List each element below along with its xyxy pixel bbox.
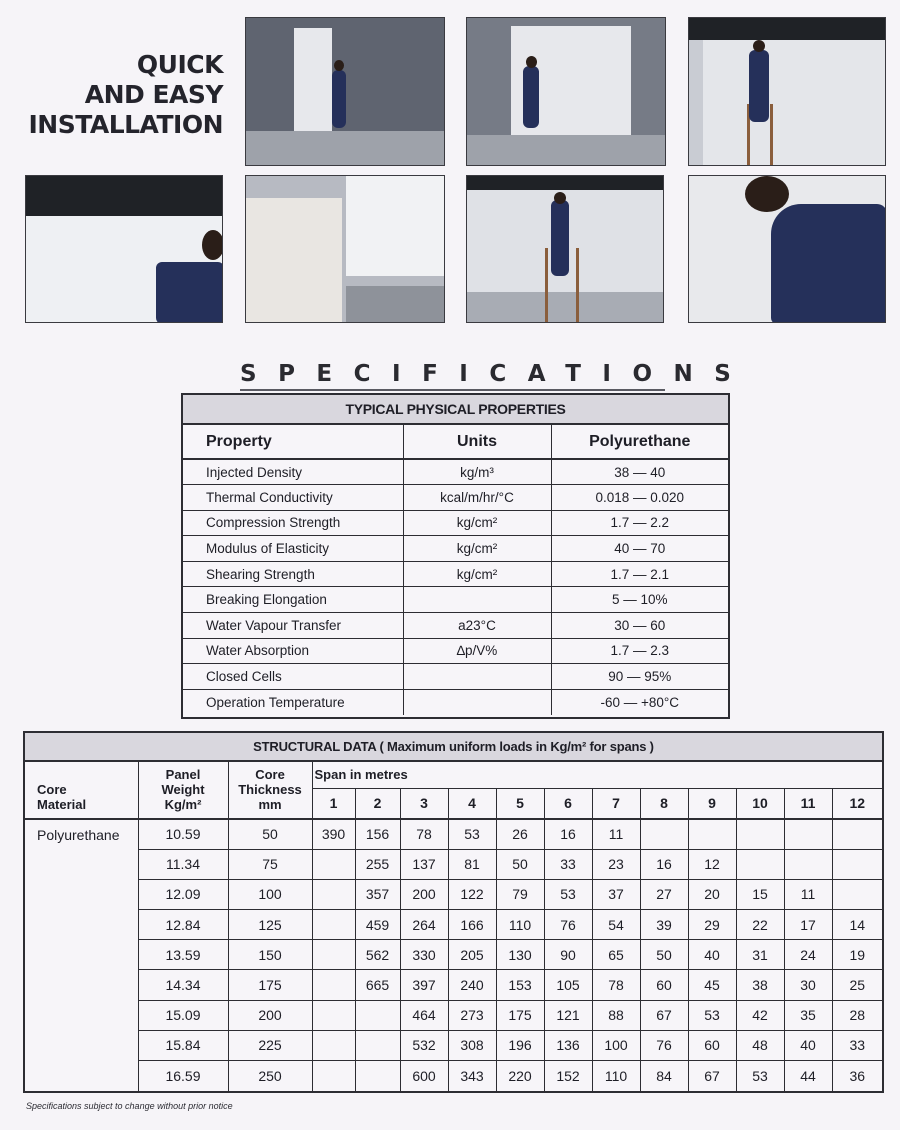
- panel-weight-cell: 14.34: [138, 970, 228, 1000]
- load-cell: 54: [592, 910, 640, 940]
- property-row: [183, 587, 728, 613]
- load-cell: [832, 849, 882, 879]
- load-cell: [312, 1061, 355, 1091]
- physical-header-row: [183, 425, 728, 459]
- load-cell: 200: [400, 879, 448, 909]
- load-cell: 397: [400, 970, 448, 1000]
- load-cell: [312, 970, 355, 1000]
- load-cell: 53: [688, 1000, 736, 1030]
- header-core-thickness: [228, 762, 312, 819]
- property-row: [183, 689, 728, 715]
- load-cell: [355, 1030, 400, 1060]
- header-panel-weight-line-2: Weight: [161, 782, 205, 797]
- header-panel-weight-line-3: Kg/m²: [164, 797, 202, 812]
- property-row: [183, 664, 728, 690]
- span-header-6: 6: [544, 788, 592, 819]
- header-span-in-metres: Span in metres: [314, 767, 408, 783]
- load-cell: 40: [784, 1030, 832, 1060]
- load-cell: 60: [640, 970, 688, 1000]
- load-cell: 16: [640, 849, 688, 879]
- photo-installation-7: [688, 175, 886, 323]
- span-header-12: 12: [832, 788, 882, 819]
- structural-data-grid: [25, 762, 882, 1091]
- load-cell: 29: [688, 910, 736, 940]
- title-line-1: QUICK: [136, 50, 223, 79]
- physical-properties-grid: [183, 425, 728, 715]
- value-cell: 0.018 — 0.020: [551, 485, 728, 511]
- photo-installation-2: [466, 17, 666, 166]
- load-cell: 50: [640, 940, 688, 970]
- panel-weight-cell: 11.34: [138, 849, 228, 879]
- load-cell: 264: [400, 910, 448, 940]
- load-cell: [784, 849, 832, 879]
- load-cell: 44: [784, 1061, 832, 1091]
- load-cell: 105: [544, 970, 592, 1000]
- load-cell: 121: [544, 1000, 592, 1030]
- photo-installation-6: [466, 175, 664, 323]
- load-cell: 53: [448, 819, 496, 849]
- load-cell: [312, 940, 355, 970]
- panel-weight-cell: 15.84: [138, 1030, 228, 1060]
- load-cell: 357: [355, 879, 400, 909]
- property-row: [183, 638, 728, 664]
- structural-row: [25, 849, 882, 879]
- load-cell: 35: [784, 1000, 832, 1030]
- load-cell: 81: [448, 849, 496, 879]
- core-thickness-cell: 175: [228, 970, 312, 1000]
- header-property: Property: [183, 425, 403, 459]
- structural-row: [25, 1061, 882, 1091]
- span-header-8: 8: [640, 788, 688, 819]
- load-cell: 67: [640, 1000, 688, 1030]
- load-cell: [312, 849, 355, 879]
- units-cell: [403, 664, 551, 690]
- core-thickness-cell: 250: [228, 1061, 312, 1091]
- load-cell: 137: [400, 849, 448, 879]
- physical-properties-caption: TYPICAL PHYSICAL PROPERTIES: [183, 395, 728, 425]
- footnote: Specifications subject to change without prior notice: [26, 1101, 233, 1111]
- load-cell: [312, 879, 355, 909]
- structural-row: [25, 910, 882, 940]
- load-cell: 156: [355, 819, 400, 849]
- load-cell: 60: [688, 1030, 736, 1060]
- photo-installation-3: [688, 17, 886, 166]
- load-cell: 23: [592, 849, 640, 879]
- load-cell: 153: [496, 970, 544, 1000]
- load-cell: 665: [355, 970, 400, 1000]
- load-cell: [355, 1000, 400, 1030]
- load-cell: 48: [736, 1030, 784, 1060]
- load-cell: 78: [592, 970, 640, 1000]
- load-cell: 79: [496, 879, 544, 909]
- property-cell: Modulus of Elasticity: [183, 536, 403, 562]
- panel-weight-cell: 16.59: [138, 1061, 228, 1091]
- header-core-thickness-line-2: Thickness: [238, 782, 302, 797]
- property-cell: Thermal Conductivity: [183, 485, 403, 511]
- core-thickness-cell: 50: [228, 819, 312, 849]
- structural-data-table: [23, 731, 884, 1093]
- load-cell: [312, 1000, 355, 1030]
- specifications-heading: SPECIFICATIONS: [240, 361, 753, 387]
- load-cell: 205: [448, 940, 496, 970]
- load-cell: 50: [496, 849, 544, 879]
- value-cell: 1.7 — 2.1: [551, 561, 728, 587]
- photo-installation-4: [25, 175, 223, 323]
- load-cell: 122: [448, 879, 496, 909]
- load-cell: 220: [496, 1061, 544, 1091]
- panel-weight-cell: 12.84: [138, 910, 228, 940]
- panel-weight-cell: 10.59: [138, 819, 228, 849]
- value-cell: 38 — 40: [551, 459, 728, 485]
- value-cell: 1.7 — 2.3: [551, 638, 728, 664]
- span-header-7: 7: [592, 788, 640, 819]
- load-cell: [355, 1061, 400, 1091]
- load-cell: 38: [736, 970, 784, 1000]
- load-cell: 273: [448, 1000, 496, 1030]
- core-thickness-cell: 200: [228, 1000, 312, 1030]
- load-cell: 33: [832, 1030, 882, 1060]
- load-cell: 532: [400, 1030, 448, 1060]
- load-cell: 88: [592, 1000, 640, 1030]
- span-header-11: 11: [784, 788, 832, 819]
- load-cell: 20: [688, 879, 736, 909]
- load-cell: 196: [496, 1030, 544, 1060]
- header-panel-weight: [138, 762, 228, 819]
- load-cell: 255: [355, 849, 400, 879]
- load-cell: [832, 879, 882, 909]
- value-cell: 90 — 95%: [551, 664, 728, 690]
- units-cell: [403, 689, 551, 715]
- title-line-2: AND EASY: [84, 80, 223, 109]
- load-cell: [832, 819, 882, 849]
- header-polyurethane: Polyurethane: [551, 425, 728, 459]
- load-cell: 24: [784, 940, 832, 970]
- load-cell: 166: [448, 910, 496, 940]
- structural-row: [25, 879, 882, 909]
- load-cell: 37: [592, 879, 640, 909]
- value-cell: 5 — 10%: [551, 587, 728, 613]
- core-thickness-cell: 225: [228, 1030, 312, 1060]
- property-row: [183, 485, 728, 511]
- panel-weight-cell: 15.09: [138, 1000, 228, 1030]
- load-cell: 600: [400, 1061, 448, 1091]
- property-row: [183, 459, 728, 485]
- load-cell: 39: [640, 910, 688, 940]
- load-cell: 152: [544, 1061, 592, 1091]
- load-cell: 78: [400, 819, 448, 849]
- span-header-10: 10: [736, 788, 784, 819]
- property-row: [183, 536, 728, 562]
- load-cell: [640, 819, 688, 849]
- span-header-3: 3: [400, 788, 448, 819]
- load-cell: [736, 849, 784, 879]
- load-cell: 459: [355, 910, 400, 940]
- structural-row: [25, 1030, 882, 1060]
- property-cell: Shearing Strength: [183, 561, 403, 587]
- span-header-5: 5: [496, 788, 544, 819]
- photo-installation-1: [245, 17, 445, 166]
- load-cell: 12: [688, 849, 736, 879]
- header-core-thickness-line-1: Core: [255, 767, 285, 782]
- load-cell: 45: [688, 970, 736, 1000]
- load-cell: 28: [832, 1000, 882, 1030]
- units-cell: [403, 587, 551, 613]
- load-cell: 110: [592, 1061, 640, 1091]
- load-cell: 31: [736, 940, 784, 970]
- panel-weight-cell: 13.59: [138, 940, 228, 970]
- value-cell: 30 — 60: [551, 613, 728, 639]
- load-cell: 100: [592, 1030, 640, 1060]
- property-row: [183, 510, 728, 536]
- load-cell: 16: [544, 819, 592, 849]
- load-cell: 90: [544, 940, 592, 970]
- header-core-thickness-line-3: mm: [258, 797, 282, 812]
- load-cell: 562: [355, 940, 400, 970]
- load-cell: 76: [640, 1030, 688, 1060]
- units-cell: a23°C: [403, 613, 551, 639]
- load-cell: 17: [784, 910, 832, 940]
- load-cell: 15: [736, 879, 784, 909]
- load-cell: 26: [496, 819, 544, 849]
- panel-weight-cell: 12.09: [138, 879, 228, 909]
- core-thickness-cell: 125: [228, 910, 312, 940]
- photo-installation-5: [245, 175, 445, 323]
- units-cell: kg/cm²: [403, 536, 551, 562]
- physical-properties-table: [181, 393, 730, 719]
- load-cell: 84: [640, 1061, 688, 1091]
- property-cell: Closed Cells: [183, 664, 403, 690]
- header-core-material-line-1: Core: [37, 782, 67, 797]
- units-cell: kcal/m/hr/°C: [403, 485, 551, 511]
- units-cell: kg/cm²: [403, 561, 551, 587]
- property-row: [183, 561, 728, 587]
- value-cell: 40 — 70: [551, 536, 728, 562]
- load-cell: 308: [448, 1030, 496, 1060]
- core-material-cell: Polyurethane: [25, 819, 138, 1091]
- load-cell: [736, 819, 784, 849]
- page-title: [20, 50, 223, 140]
- header-units: Units: [403, 425, 551, 459]
- load-cell: 53: [544, 879, 592, 909]
- core-thickness-cell: 75: [228, 849, 312, 879]
- header-core-material: [25, 762, 138, 819]
- load-cell: [784, 819, 832, 849]
- specifications-underline: [240, 389, 665, 391]
- structural-row: [25, 970, 882, 1000]
- load-cell: 33: [544, 849, 592, 879]
- load-cell: [688, 819, 736, 849]
- load-cell: 27: [640, 879, 688, 909]
- load-cell: 464: [400, 1000, 448, 1030]
- load-cell: 14: [832, 910, 882, 940]
- property-cell: Breaking Elongation: [183, 587, 403, 613]
- load-cell: 22: [736, 910, 784, 940]
- load-cell: 330: [400, 940, 448, 970]
- load-cell: 130: [496, 940, 544, 970]
- property-cell: Water Absorption: [183, 638, 403, 664]
- load-cell: [312, 910, 355, 940]
- load-cell: 240: [448, 970, 496, 1000]
- load-cell: 19: [832, 940, 882, 970]
- value-cell: -60 — +80°C: [600, 694, 680, 710]
- load-cell: 175: [496, 1000, 544, 1030]
- load-cell: 36: [849, 1067, 866, 1084]
- core-thickness-cell: 150: [228, 940, 312, 970]
- load-cell: 65: [592, 940, 640, 970]
- property-cell: Operation Temperature: [183, 689, 403, 715]
- load-cell: 11: [784, 879, 832, 909]
- load-cell: 40: [688, 940, 736, 970]
- load-cell: 110: [496, 910, 544, 940]
- load-cell: 76: [544, 910, 592, 940]
- header-core-material-line-2: Material: [37, 797, 87, 812]
- property-cell: Compression Strength: [183, 510, 403, 536]
- load-cell: 25: [832, 970, 882, 1000]
- units-cell: kg/cm²: [403, 510, 551, 536]
- load-cell: 343: [448, 1061, 496, 1091]
- structural-row: [25, 1000, 882, 1030]
- span-header-9: 9: [688, 788, 736, 819]
- span-header-1: 1: [312, 788, 355, 819]
- title-line-3: INSTALLATION: [28, 110, 223, 139]
- header-panel-weight-line-1: Panel: [165, 767, 201, 782]
- load-cell: 30: [784, 970, 832, 1000]
- load-cell: 11: [592, 819, 640, 849]
- property-cell: Water Vapour Transfer: [183, 613, 403, 639]
- value-cell: 1.7 — 2.2: [551, 510, 728, 536]
- units-cell: ∆p/V%: [403, 638, 551, 664]
- structural-data-caption: STRUCTURAL DATA ( Maximum uniform loads in Kg/m² for spans ): [25, 733, 882, 762]
- load-cell: 390: [312, 819, 355, 849]
- load-cell: [312, 1030, 355, 1060]
- span-header-2: 2: [355, 788, 400, 819]
- load-cell: 42: [736, 1000, 784, 1030]
- load-cell: 67: [688, 1061, 736, 1091]
- load-cell: 136: [544, 1030, 592, 1060]
- structural-row: [25, 940, 882, 970]
- property-row: [183, 613, 728, 639]
- structural-row: [25, 819, 882, 849]
- units-cell: kg/m³: [403, 459, 551, 485]
- property-cell: Injected Density: [183, 459, 403, 485]
- span-header-4: 4: [448, 788, 496, 819]
- core-thickness-cell: 100: [228, 879, 312, 909]
- load-cell: 53: [736, 1061, 784, 1091]
